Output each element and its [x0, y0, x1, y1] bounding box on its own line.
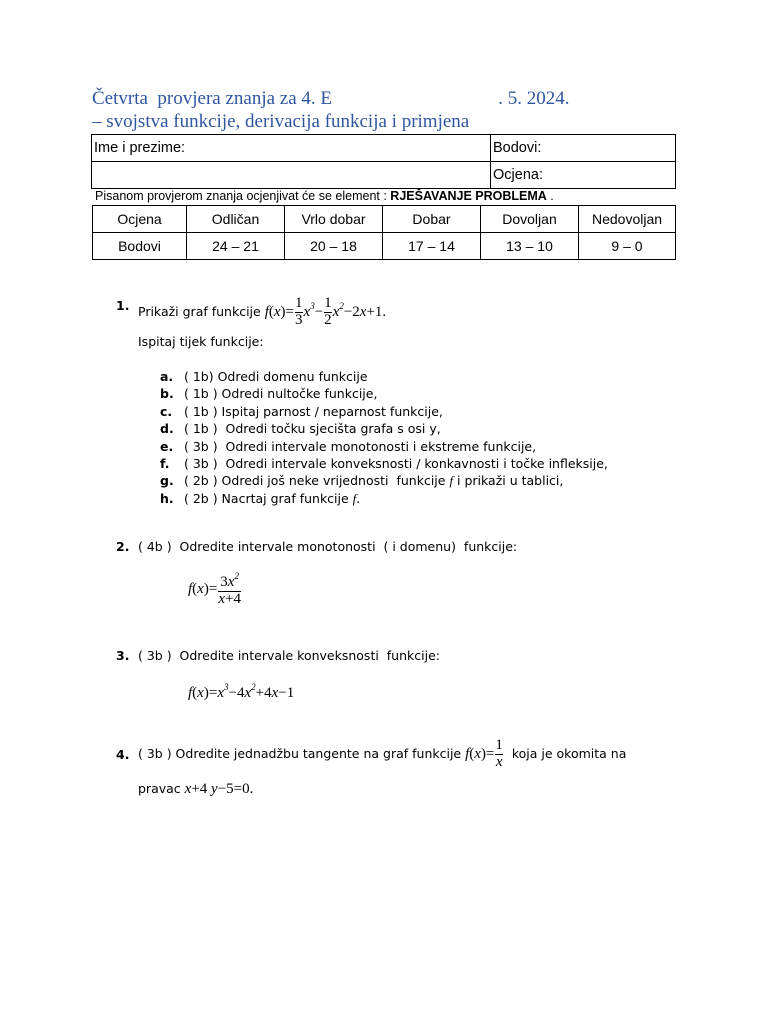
grading-scale-table [92, 205, 676, 260]
q2-function-formula: f(x)= $\frac{3x^2}{x+4}$ [188, 571, 241, 607]
task-item: g. ( 2b ) Odredi još neke vrijednosti funkcije f i prikaži u tablici, [160, 473, 564, 489]
points-cell: 9 – 0 [579, 233, 676, 260]
name-blank[interactable] [92, 162, 491, 189]
question-1-text: Prikaži graf funkcije f(x)= $\frac{1}{3}$ $x^3-$ $\frac{1}{2}$ $x^2-2x+1$. [138, 295, 387, 329]
grade-header-cell: Odličan [187, 206, 285, 233]
grade-header-cell: Ocjena [93, 206, 187, 233]
question-4-number: 4. [116, 747, 130, 762]
points-cell: Bodovi [93, 233, 187, 260]
points-cell: 13 – 10 [481, 233, 579, 260]
question-3-number: 3. [116, 648, 130, 663]
grade-field[interactable]: Ocjena: [491, 162, 676, 189]
name-field[interactable]: Ime i prezime: [92, 135, 491, 162]
grade-header-cell: Dobar [383, 206, 481, 233]
question-2-text: ( 4b ) Odredite intervale monotonosti ( i domenu) funkcije: [138, 539, 518, 554]
grade-header-cell: Vrlo dobar [285, 206, 383, 233]
q3-function-formula: $f(x)=x^3-4x^2+4x-1$ [188, 682, 295, 701]
task-item: c. ( 1b ) Ispitaj parnost / neparnost funkcije, [160, 403, 443, 419]
student-info-table [91, 134, 676, 189]
points-cell: 20 – 18 [285, 233, 383, 260]
q4-line-equation: x+4 y−5=0. [184, 781, 254, 797]
question-4-text: ( 3b ) Odredite jednadžbu tangente na graf funkcije f(x)= $\frac{1}{x}$ koja je okomita na [138, 737, 627, 771]
task-item: f. ( 3b ) Odredi intervale konveksnosti / konkavnosti i točke infleksije, [160, 455, 608, 471]
points-field[interactable]: Bodovi: [491, 135, 676, 162]
task-item: b. ( 1b ) Odredi nultočke funkcije, [160, 386, 378, 402]
question-1-number: 1. [116, 298, 130, 313]
points-cell: 24 – 21 [187, 233, 285, 260]
task-item: h. ( 2b ) Nacrtaj graf funkcije f. [160, 490, 361, 506]
test-subtitle: – svojstva funkcije, derivacija funkcija i primjena [92, 111, 470, 132]
question-4-text-line2: pravac x+4 y−5=0. [138, 781, 254, 797]
test-title: Četvrta provjera znanja za 4. E . 5. 2024. [92, 88, 570, 109]
grade-header-cell: Nedovoljan [579, 206, 676, 233]
q1-function-formula: f(x)= $\frac{1}{3}$ $x^3-$ $\frac{1}{2}$ $x^2-2x+1$. [264, 295, 387, 329]
grading-element: RJEŠAVANJE PROBLEMA [390, 189, 547, 203]
grade-header-cell: Dovoljan [481, 206, 579, 233]
question-1-tasks [160, 369, 608, 508]
question-3-text: ( 3b ) Odredite intervale konveksnosti funkcije: [138, 648, 440, 663]
question-1-subheading: Ispitaj tijek funkcije: [138, 334, 264, 349]
grading-note: Pisanom provjerom znanja ocjenjivat će se element : RJEŠAVANJE PROBLEMA . [95, 189, 554, 203]
points-cell: 17 – 14 [383, 233, 481, 260]
q4-function-formula: f(x)= $\frac{1}{x}$ [465, 737, 503, 771]
task-item: d. ( 1b ) Odredi točku sjecišta grafa s osi y, [160, 421, 441, 437]
question-2-number: 2. [116, 539, 130, 554]
task-item: a. ( 1b) Odredi domenu funkcije [160, 369, 368, 384]
task-item: e. ( 3b ) Odredi intervale monotonosti i ekstreme funkcije, [160, 438, 537, 454]
